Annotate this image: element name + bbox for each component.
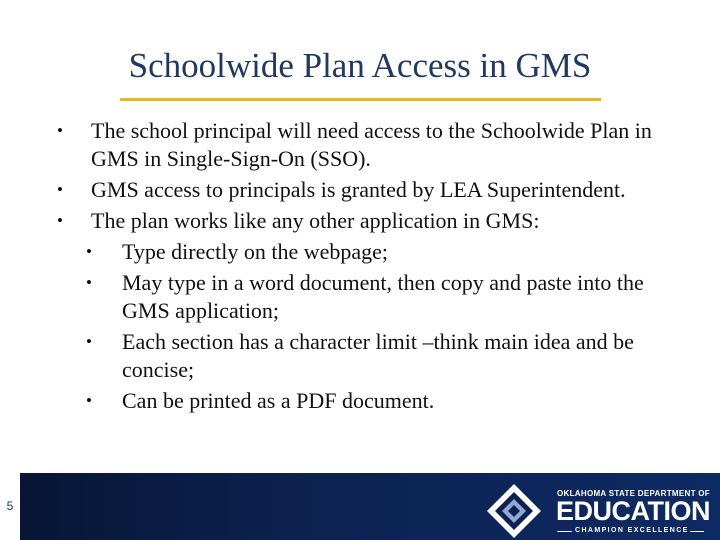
slide-title: Schoolwide Plan Access in GMS <box>128 46 592 85</box>
logo-department: OKLAHOMA STATE DEPARTMENT OF <box>557 489 710 498</box>
footer-bar <box>0 473 720 540</box>
bullet-marker: • <box>57 211 63 230</box>
bullet-item <box>0 207 691 235</box>
sub-bullet-item <box>0 328 682 384</box>
sub-bullet-item <box>0 269 682 325</box>
bullet-marker: • <box>86 273 92 292</box>
tagline-rule-right <box>690 531 704 532</box>
bullet-marker: • <box>86 332 92 351</box>
bullet-marker: • <box>57 180 63 199</box>
tagline-rule-left <box>557 531 572 532</box>
bullet-text: The plan works like any other application in GMS: <box>91 208 540 233</box>
bullet-text: The school principal will need access to the Schoolwide Plan in GMS in Single-Sign-On (SSO). <box>91 118 652 171</box>
bullet-item <box>0 176 691 204</box>
logo-tagline: CHAMPION EXCELLENCE <box>575 527 689 534</box>
title-underline <box>120 98 601 101</box>
bullet-marker: • <box>86 391 92 410</box>
bullet-list <box>0 117 720 418</box>
sub-bullet-item <box>0 387 682 415</box>
bullet-item <box>0 117 691 173</box>
sub-bullet-text: Type directly on the webpage; <box>122 239 389 264</box>
sub-bullet-text: Each section has a character limit –think main idea and be concise; <box>122 329 634 382</box>
ok-education-logo-icon <box>486 483 542 539</box>
sub-bullet-text: May type in a word document, then copy and paste into the GMS application; <box>122 270 644 323</box>
logo-wordmark: EDUCATION <box>556 496 710 526</box>
bullet-marker: • <box>57 121 63 140</box>
bullet-text: GMS access to principals is granted by LEA Superintendent. <box>91 177 626 202</box>
bullet-marker: • <box>86 242 92 261</box>
sub-bullet-text: Can be printed as a PDF document. <box>122 388 435 413</box>
page-number: 5 <box>0 473 20 540</box>
sub-bullet-item <box>0 238 682 266</box>
